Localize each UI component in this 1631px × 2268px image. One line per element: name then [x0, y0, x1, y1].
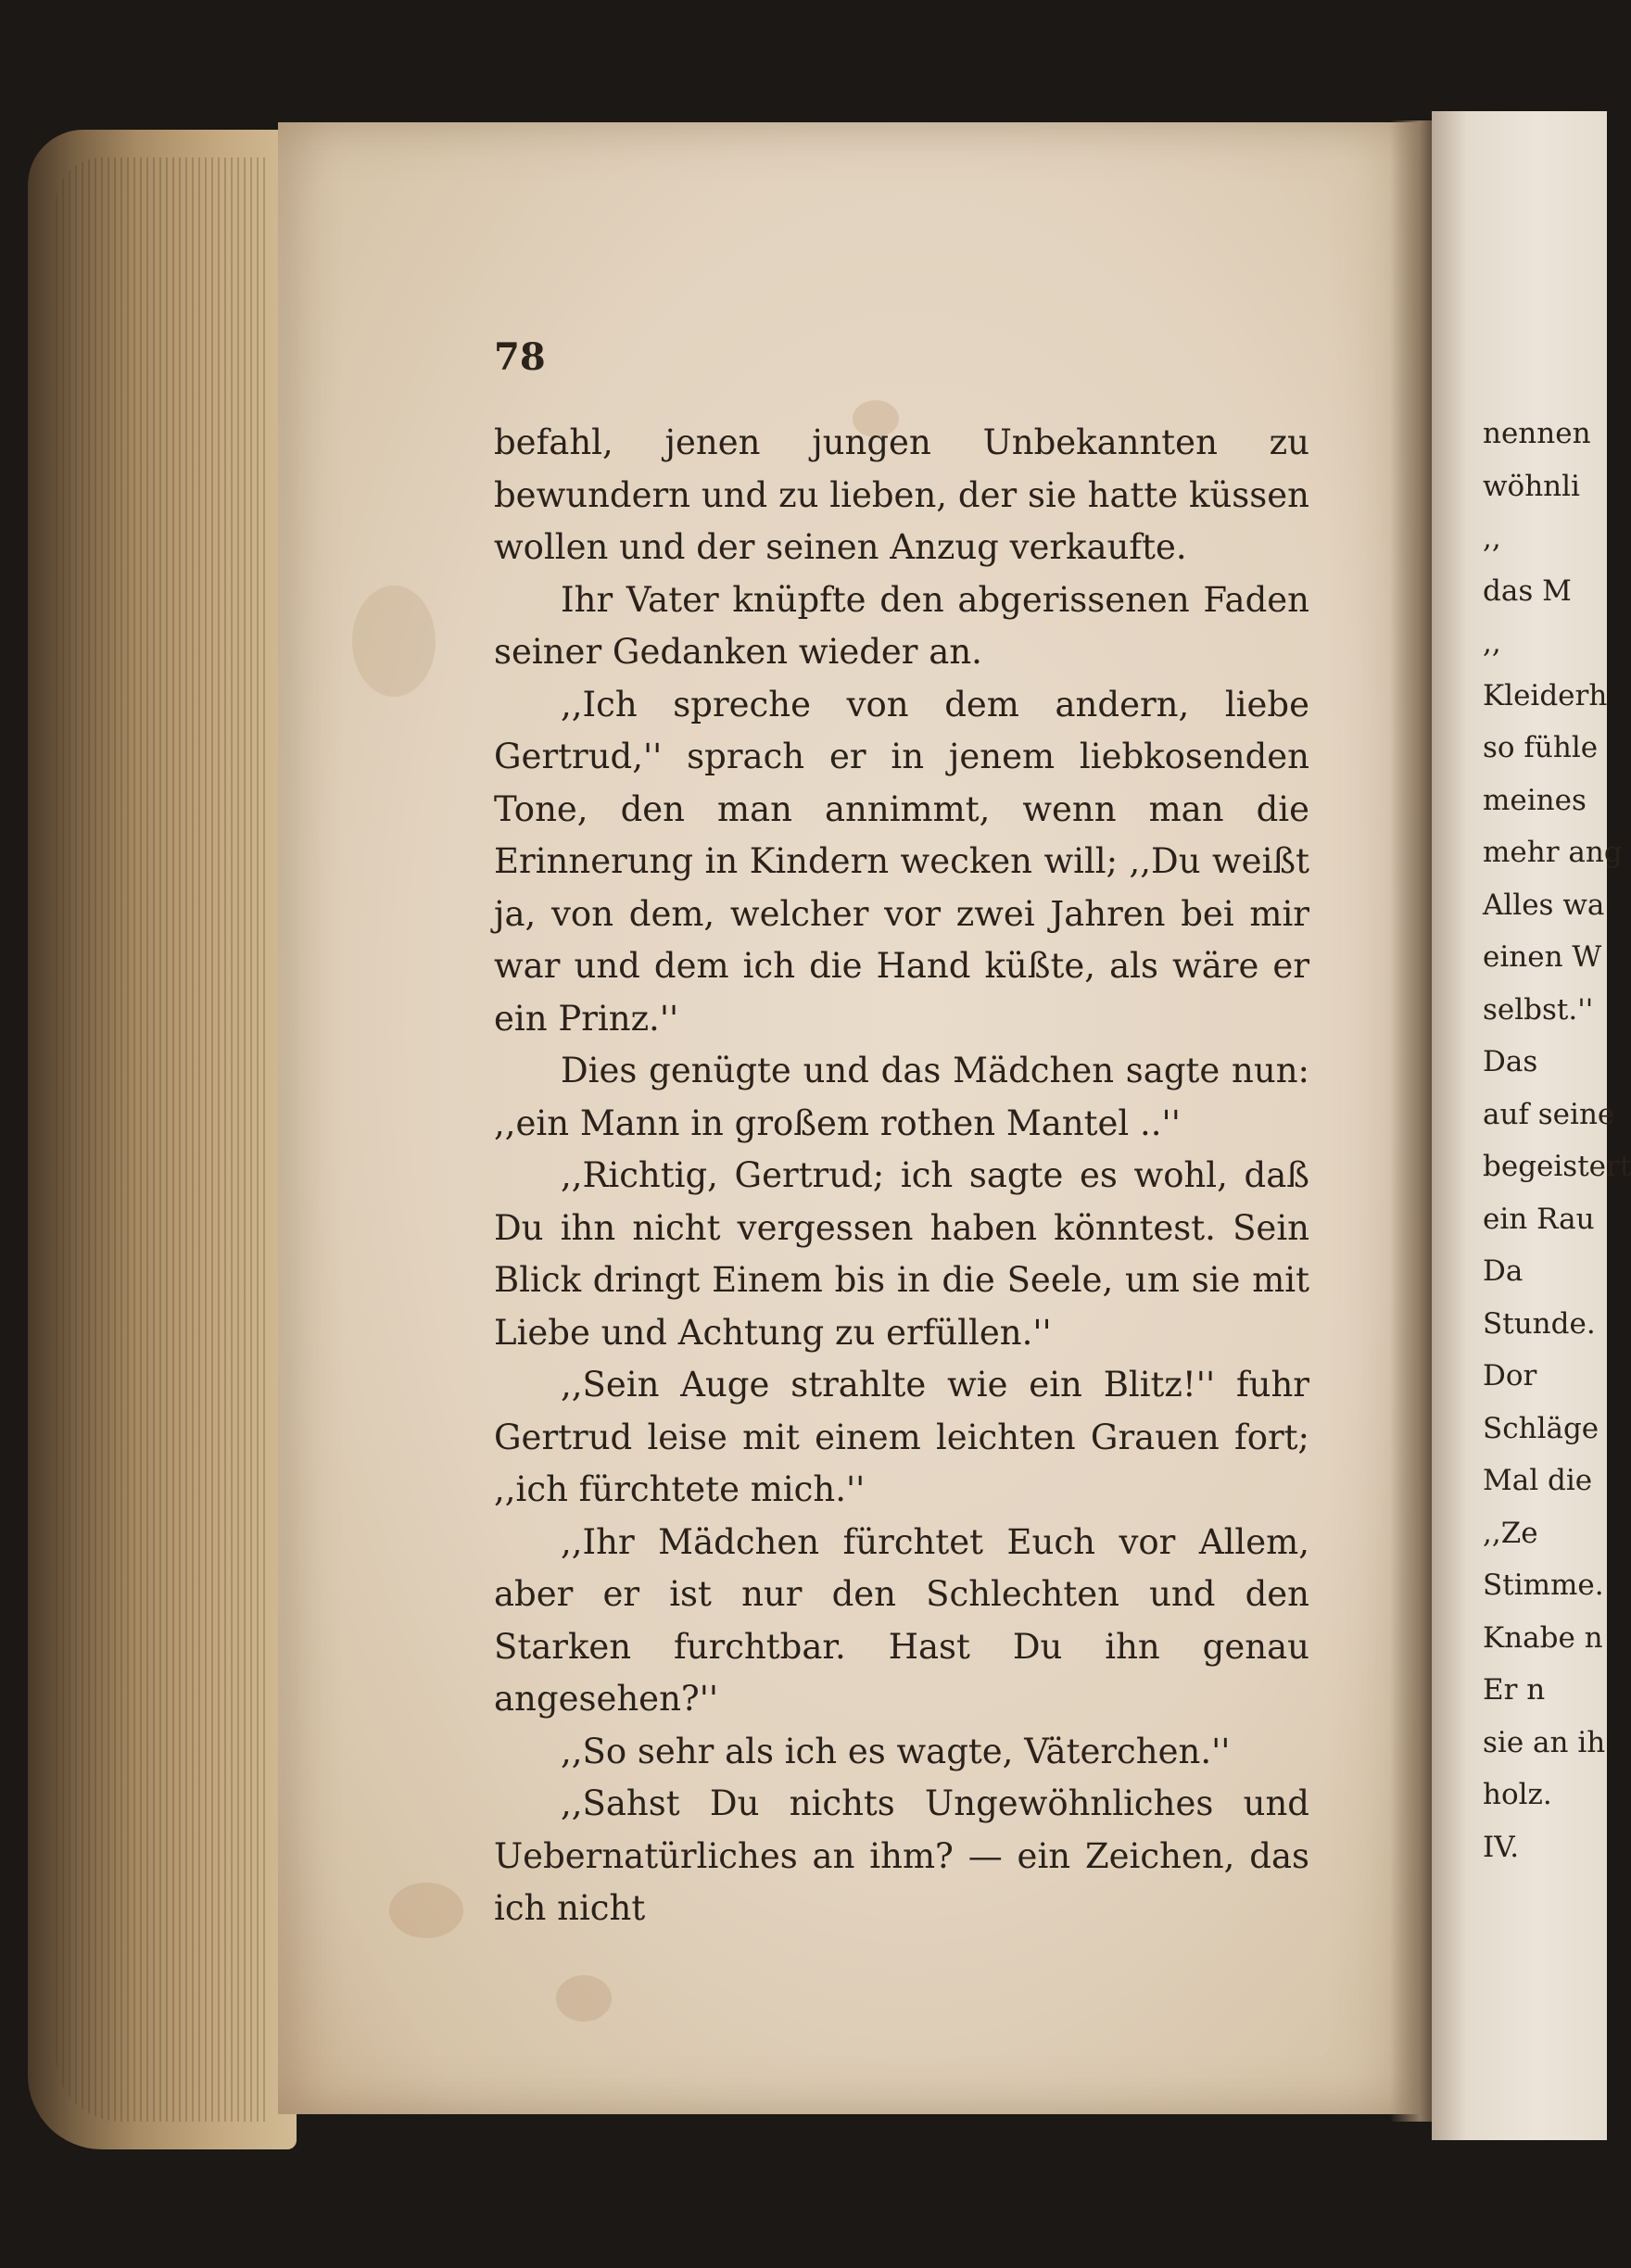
right-line: sie an ih [1483, 1725, 1606, 1759]
paragraph: ,,Ihr Mädchen fürchtet Euch vor Allem, aber er ist nur den Schlechten und den Starken furchtbar. Hast Du ihn genau angesehen?'' [494, 1521, 1309, 1719]
paragraph: befahl, jenen jungen Unbekannten zu bewundern und zu lieben, der sie hatte küssen wollen und der seinen Anzug verkaufte. [494, 422, 1309, 567]
right-line: einen W [1483, 940, 1602, 974]
right-line: holz. [1483, 1778, 1552, 1811]
paragraph: ,,So sehr als ich es wagte, Väterchen.'' [561, 1731, 1231, 1771]
right-line: so fühle [1483, 731, 1599, 764]
paragraph: ,,Ich spreche von dem andern, liebe Gertrud,'' sprach er in jenem liebkosenden Tone, den man annimmt, wenn man die Erinnerung in Kindern wecken will; ,,Du weißt ja, von dem, welcher vor zwei Jahren bei mir war und dem ich die Hand küßte, als wäre er ein Prinz.'' [494, 684, 1309, 1039]
page-edges [56, 158, 269, 2122]
right-line: nennen [1483, 417, 1591, 450]
right-line: begeistert [1483, 1150, 1631, 1183]
right-line: ,, [1483, 626, 1501, 660]
right-line: Knabe n [1483, 1620, 1603, 1655]
right-line: Dor [1483, 1359, 1537, 1392]
body-text [494, 417, 1309, 1935]
right-line: meines [1483, 783, 1587, 817]
right-line: das M [1483, 573, 1572, 608]
right-line: ,,Ze [1483, 1516, 1538, 1550]
right-line: Mal die [1483, 1464, 1593, 1497]
paragraph: ,,Richtig, Gertrud; ich sagte es wohl, daß Du ihn nicht vergessen haben könntest. Sein Blick dringt Einem bis in die Seele, um sie mit Liebe und Achtung zu erfüllen.'' [494, 1155, 1309, 1353]
right-line: Schläge [1483, 1411, 1599, 1445]
paragraph: ,,Sahst Du nichts Ungewöhnliches und Uebernatürliches an ihm? — ein Zeichen, das ich nicht [494, 1783, 1309, 1928]
right-line: Das [1483, 1045, 1538, 1078]
right-line: Stunde. [1483, 1306, 1596, 1341]
paragraph: Ihr Vater knüpfte den abgerissenen Faden seiner Gedanken wieder an. [494, 579, 1309, 672]
paragraph: Dies genügte und das Mädchen sagte nun: ,,ein Mann in großem rothen Mantel ..'' [494, 1051, 1309, 1143]
right-line: Er n [1483, 1673, 1546, 1707]
right-line: auf seine [1483, 1097, 1615, 1131]
right-line: ein Rau [1483, 1202, 1595, 1236]
right-line: Stimme. [1483, 1569, 1604, 1602]
right-line: selbst.'' [1483, 992, 1594, 1027]
right-line: Alles wa [1483, 888, 1605, 922]
right-line: ,, [1483, 522, 1501, 555]
right-line: mehr ang [1483, 836, 1623, 869]
right-line: IV. [1483, 1830, 1520, 1864]
right-line: wöhnli [1483, 469, 1580, 503]
page-number: 78 [494, 335, 546, 379]
right-page-text [1483, 408, 1631, 1873]
right-line: Da [1483, 1254, 1524, 1288]
right-line: Kleiderh [1483, 678, 1608, 712]
paragraph: ,,Sein Auge strahlte wie ein Blitz!'' fuhr Gertrud leise mit einem leichten Grauen fort; ,,ich fürchtete mich.'' [494, 1365, 1309, 1509]
